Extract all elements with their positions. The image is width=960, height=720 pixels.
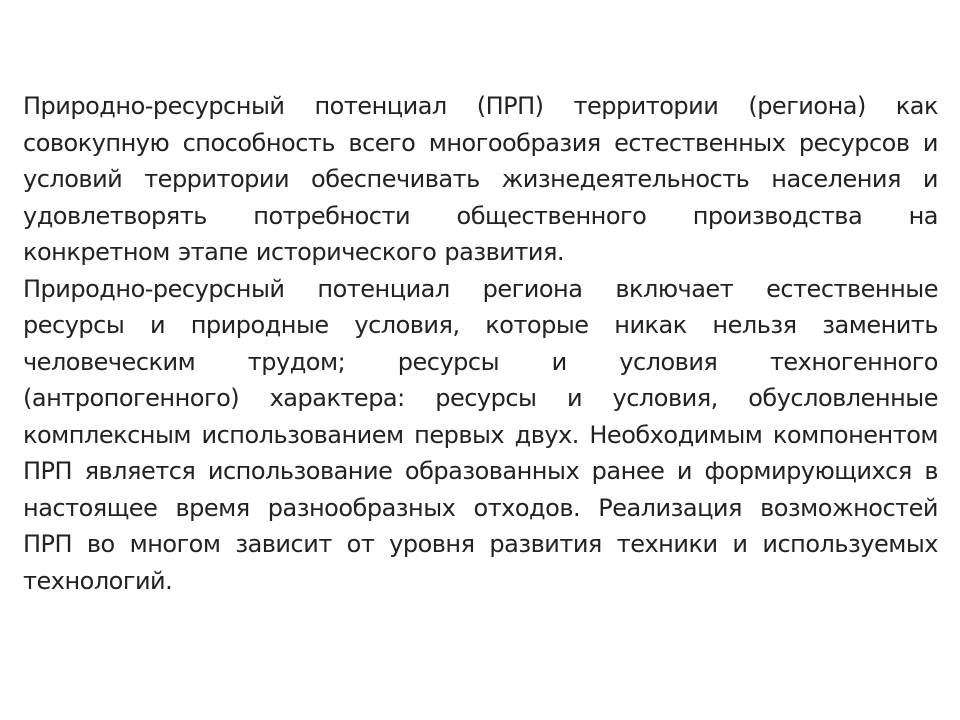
paragraph-definition: Природно-ресурсный потенциал (ПРП) территории (региона) как совокупную способность всего многообразия естественных ресурсов и условий территории обеспечивать жизнедеятельность населения и удовлетворять потребности общественного производства на конкретном этапе исторического развития. [23,92,938,266]
slide-text-body [23,88,938,599]
paragraph-composition: Природно-ресурсный потенциал региона включает естественные ресурсы и природные условия, которые никак нельзя заменить человеческим трудом; ресурсы и условия техногенного (антропогенного) характера: ресурсы и условия, обусловленные комплексным использованием первых двух. Необходимым компонентом ПРП является использование образованных ранее и формирующихся в настоящее время разнообразных отходов. Реализация возможностей ПРП во многом зависит от уровня развития техники и используемых технологий. [23,274,938,595]
